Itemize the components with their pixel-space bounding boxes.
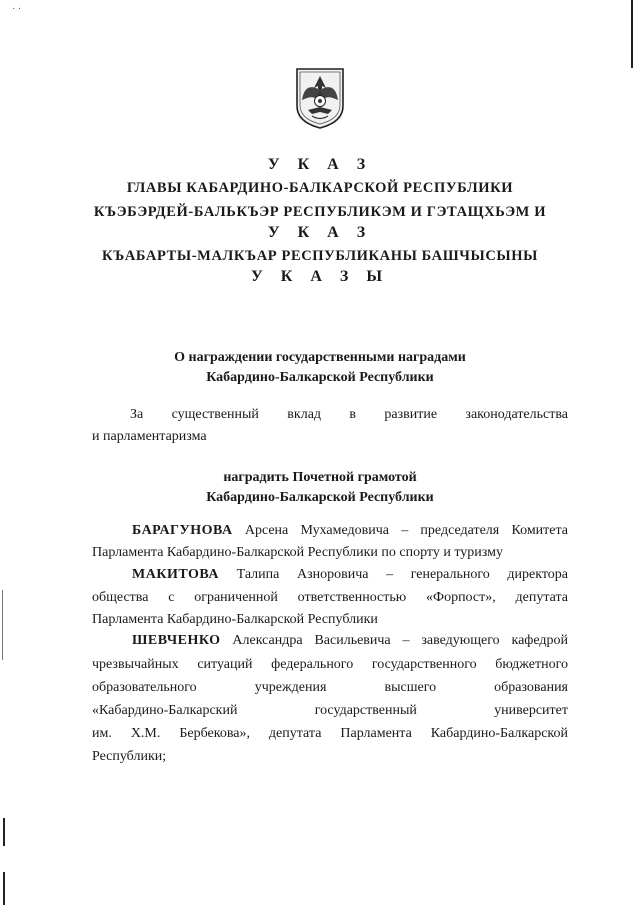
recipient-3-line-5: им. Х.М. Бербекова», депутата Парламента Кабардино-Балкарской [92, 726, 568, 741]
recipient-3-line-4: «Кабардино-Балкарский государственный университет [92, 703, 568, 718]
recipient-2-first-line-text: Талипа Азноровича – генерального директора [236, 567, 568, 582]
recipient-2-surname: МАКИТОВА [132, 567, 219, 582]
header-title-kabardian: КЪЭБЭРДЕЙ-БАЛЬКЪЭР РЕСПУБЛИКЭМ И ГЭТАЩХЬЭМ И [93, 204, 547, 220]
header-ukaz-russian: У К А З [267, 156, 373, 173]
scan-mark-top-left: · · [12, 4, 22, 15]
recipient-1-first-line-text: Арсена Мухамедовича – председателя Комитета [244, 523, 569, 538]
header-title-russian: ГЛАВЫ КАБАРДИНО-БАЛКАРСКОЙ РЕСПУБЛИКИ [126, 180, 514, 196]
coat-of-arms-emblem [294, 66, 346, 130]
award-heading-line-2: Кабардино-Балкарской Республики [206, 490, 434, 505]
scan-edge-line-top [631, 0, 633, 68]
header-ukaz-kabardian: У К А З [267, 224, 373, 241]
scan-edge-line-left [2, 590, 3, 660]
recipient-3-surname: ШЕВЧЕНКО [132, 633, 221, 648]
decree-title-line-2: Кабардино-Балкарской Республики [206, 370, 434, 385]
scan-edge-line-left-2 [3, 818, 5, 846]
recipient-3-first-line-text: Александра Васильевича – заведующего кафедрой [232, 633, 569, 648]
header-ukaz-balkar: У К А З Ы [250, 268, 390, 285]
scan-edge-line-left-3 [3, 872, 5, 905]
recipient-1-first-line [132, 520, 568, 542]
recipient-1-surname: БАРАГУНОВА [132, 523, 233, 538]
recipient-2-first-line [132, 564, 568, 586]
recipient-2-line-2: общества с ограниченной ответственностью «Форпост», депутата [92, 590, 568, 605]
recipient-3-line-3: образовательного учреждения высшего образования [92, 680, 568, 695]
intro-line-1: За существенный вклад в развитие законодательства [130, 407, 568, 422]
recipient-3-first-line [132, 630, 568, 652]
header-title-balkar: КЪАБАРТЫ-МАЛКЪАР РЕСПУБЛИКАНЫ БАШЧЫСЫНЫ [102, 248, 538, 264]
recipient-2-line-3: Парламента Кабардино-Балкарской Республики [92, 612, 378, 627]
intro-line-2: и парламентаризма [92, 429, 207, 444]
recipient-3-line-2: чрезвычайных ситуаций федерального государственного бюджетного [92, 657, 568, 672]
coat-of-arms-icon [294, 66, 346, 130]
award-heading-line-1: наградить Почетной грамотой [223, 470, 417, 485]
decree-title-line-1: О награждении государственными наградами [174, 350, 466, 365]
recipient-3-line-6: Республики; [92, 749, 167, 764]
recipient-1-line-2: Парламента Кабардино-Балкарской Республики по спорту и туризму [92, 545, 503, 560]
